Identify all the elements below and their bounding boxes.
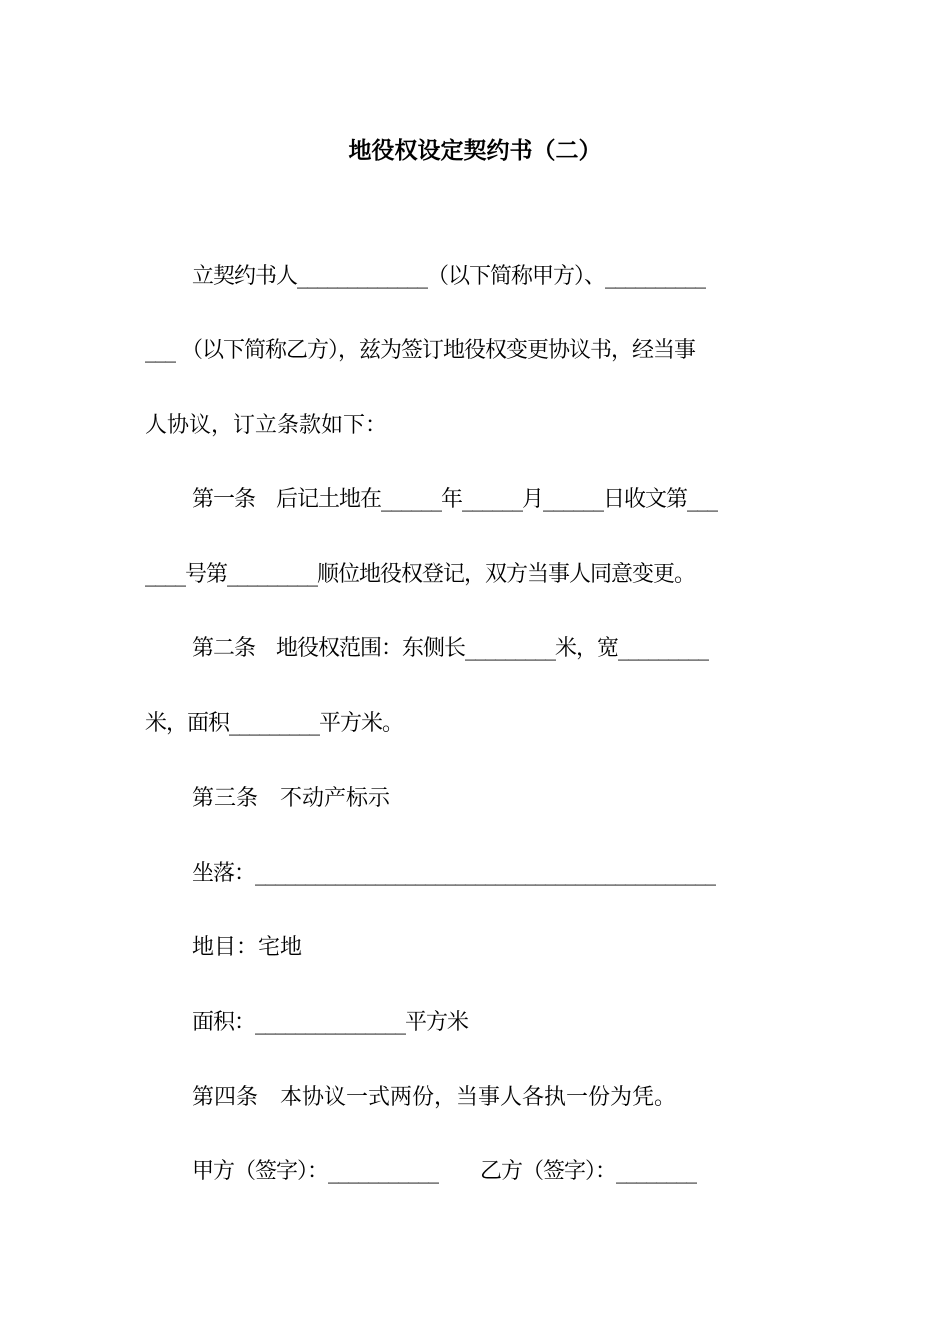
area-line: 面积：_______________平方米 — [192, 1010, 469, 1035]
article-2-line-cont: 米，面积_________平方米。 — [145, 711, 404, 736]
paragraph-line-intro: 立契约书人_____________（以下简称甲方）、__________ — [192, 264, 706, 289]
document-title: 地役权设定契约书（二） — [348, 137, 602, 164]
paragraph-line-intro-end: 人协议，订立条款如下： — [145, 413, 388, 438]
signature-line: 甲方（签字）：___________ 乙方（签字）：________ — [192, 1159, 697, 1184]
article-1-line-cont: ____号第_________顺位地役权登记，双方当事人同意变更。 — [145, 562, 696, 587]
article-4-line: 第四条 本协议一式两份，当事人各执一份为凭。 — [192, 1085, 677, 1110]
location-line: 坐落：______________________________________________ — [192, 861, 716, 886]
paragraph-line-intro-cont: ___ （以下简称乙方），兹为签订地役权变更协议书，经当事 — [145, 338, 695, 363]
article-3-heading: 第三条 不动产标示 — [192, 786, 391, 811]
article-1-line: 第一条 后记土地在______年______月______日收文第___ — [192, 487, 718, 512]
land-category-line: 地目：宅地 — [192, 935, 303, 960]
article-2-line: 第二条 地役权范围：东侧长_________米，宽_________ — [192, 636, 709, 661]
